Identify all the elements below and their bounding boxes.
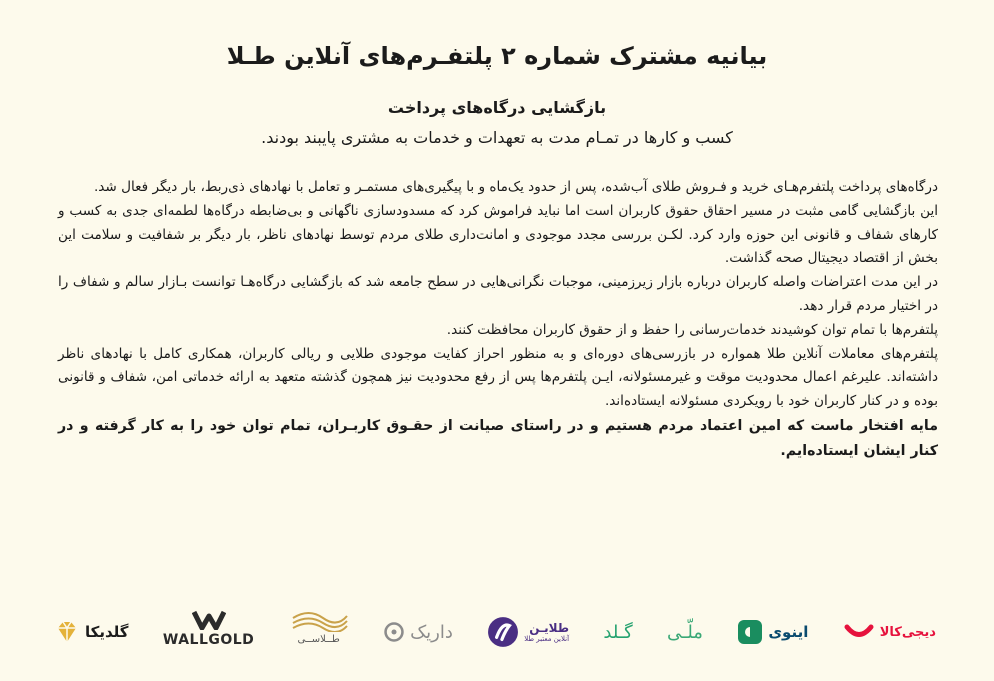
statement-body: [58, 176, 938, 464]
logo-talasi-name: طــلاســی: [297, 634, 340, 645]
logo-wallgold: [159, 610, 258, 654]
paragraph-1: درگاه‌های پرداخت پلتفرم‌هـای خرید و فـروش طلای آب‌شده، پس از حدود یک‌ماه و با پیگیری‌های مستمـر و تعامل با نهادهای ذی‌ربط، بار دیگر فعال شد.: [93, 179, 938, 195]
snapp-icon: [737, 619, 763, 645]
talasi-wave-icon: [289, 610, 349, 632]
daric-icon: [383, 621, 405, 643]
page-tagline: کسب و کارها در تمـام مدت به تعهدات و خدمات به مشتری پایبند بودند.: [261, 128, 733, 147]
logo-goldika: [50, 610, 133, 654]
logo-milli: [663, 610, 707, 654]
talaine-icon: [487, 616, 519, 648]
logo-talasi: [285, 610, 353, 654]
page-subtitle: بازگشایی درگاه‌های پرداخت: [387, 98, 607, 117]
paragraph-2: این بازگشایی گامی مثبت در مسیر احقاق حقوق کاربران است اما نباید فراموش کرد که مسدودسازی ناگهانی و بی‌ضابطه درگاه‌ها لطمه‌ای جدی به کسب و کارهای شفاف و قانونی این حوزه وارد کرد. لکـن بررسی مجدد موجودی و امانت‌داری طلای مردم توسط نهادهای ناظر، بار دیگر بر شفافیت و سلامت این بخش از اقتصاد دیجیتال صحه گذاشت.: [58, 202, 938, 267]
logo-milli-name: ملّـی: [667, 621, 703, 643]
logo-milligold-name: گـلد: [603, 621, 633, 643]
logo-daric: [379, 610, 457, 654]
logo-snapp: [733, 610, 812, 654]
logo-talaine: [483, 610, 573, 654]
logo-talaine-name: طلایـن: [529, 621, 570, 635]
wallgold-w-icon: [192, 610, 226, 630]
logo-milligold: [599, 610, 636, 654]
logo-digikala: [839, 610, 940, 654]
paragraph-3: در این مدت اعتراضات واصله کاربران درباره بازار زیرزمینی، موجبات نگرانی‌هایی در سطح جامعه شد که بازگشایی درگاه‌هـا توانست بـازار سالم و شفاف را در اختیار مردم قرار دهد.: [58, 274, 938, 314]
logo-talaine-text: [524, 621, 569, 643]
logo-goldika-name: گلدیکا: [85, 623, 129, 641]
partner-logos: [50, 604, 940, 660]
goldika-gem-icon: [54, 619, 80, 645]
page-title: بیانیه مشترک شماره ۲ پلتفـرم‌های آنلاین طـلا: [226, 42, 768, 70]
logo-daric-name: داریک: [410, 621, 453, 643]
logo-wallgold-name: WALLGOLD: [162, 632, 255, 648]
paragraph-4: پلتفرم‌ها با تمام توان کوشیدند خدمات‌رسانی را حفظ و از حقوق کاربران محافظت کنند.: [446, 321, 938, 338]
logo-snapp-name: اینوی: [768, 623, 809, 641]
paragraph-5: پلتفرم‌های معاملات آنلاین طلا همواره در بازرسی‌های دوره‌ای و به منظور احراز کفایت موجودی طلایی و ریالی کاربران، همکاری کامل با نهادهای ناظر داشته‌اند. علیرغم اعمال محدودیت موقت و غیرمسئولانه، ایـن پلتفرم‌ها پس از رفع محدودیت نیز همچون گذشته متعهد به ارائه خدماتی امن، شفاف و قانونی بوده و در کنار کاربران خود با رویکردی مسئولانه ایستاده‌اند.: [58, 345, 938, 410]
smile-icon: [843, 622, 875, 642]
logo-digikala-name: دیجی‌کالا: [879, 624, 936, 640]
logo-talaine-sub: آنلاین معتبر طلا: [524, 635, 570, 643]
closing-paragraph: مایه افتخار ماست که امین اعتماد مردم هستیم و در راستای صیانت از حقـوق کاربـران، تمام توان خود را به کار گرفته و در کنار ایشان ایستاده‌ایم.: [58, 417, 938, 459]
